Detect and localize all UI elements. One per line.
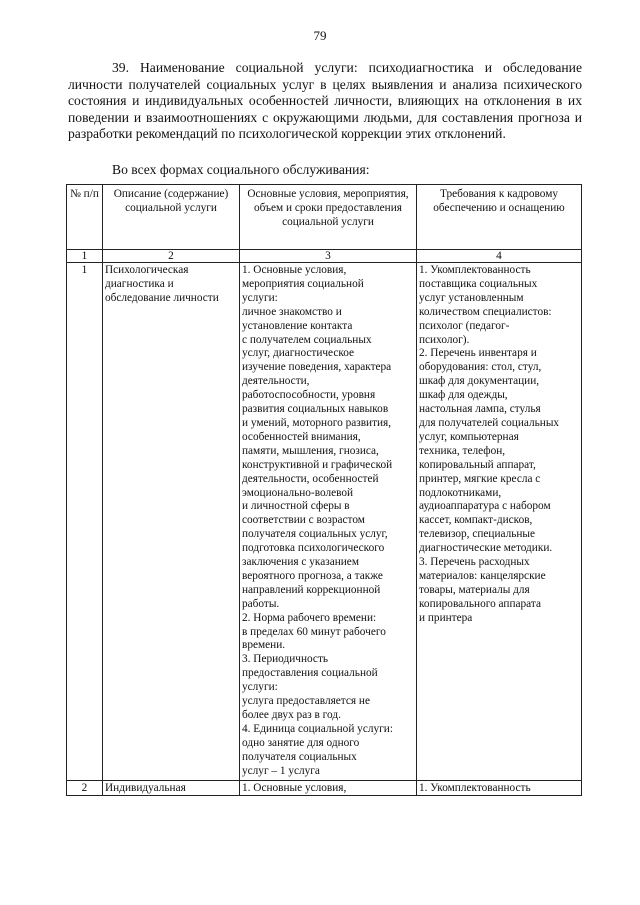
text-line: мероприятия социальной xyxy=(242,277,364,290)
text-line: психолог (педагог- xyxy=(419,319,510,332)
text-line: 1. Укомплектованность xyxy=(419,264,531,276)
text-line: изучение поведения, характера xyxy=(242,361,392,374)
row-description xyxy=(103,263,240,781)
text-line: настольная лампа, стулья xyxy=(419,403,541,416)
text-line: деятельности, особенностей xyxy=(242,472,379,485)
text-line: особенностей внимания, xyxy=(242,430,361,443)
text-line: услуг установленным xyxy=(419,291,524,304)
text-line: копировального аппарата xyxy=(419,597,541,610)
text-line: подготовка психологического xyxy=(242,542,385,555)
text-line: психолог). xyxy=(419,333,470,346)
row-number: 1 xyxy=(67,263,103,781)
text-line: 2. Норма рабочего времени: xyxy=(242,611,377,624)
text-line: 2. Перечень инвентаря и xyxy=(419,347,537,360)
table-row xyxy=(67,263,582,781)
page-number: 79 xyxy=(313,28,327,43)
row-conditions xyxy=(240,263,417,781)
text-line: работоспособности, уровня xyxy=(242,389,376,402)
text-line: вероятного прогноза, а также xyxy=(242,569,383,582)
text-line: предоставления социальной xyxy=(242,667,378,680)
text-line: шкаф для документации, xyxy=(419,375,540,388)
text-line: памяти, мышления, гнозиса, xyxy=(242,444,379,457)
text-line: и личностной сферы в xyxy=(242,500,350,513)
text-line: диагностические методики. xyxy=(419,542,553,555)
text-line: аудиоаппаратура с набором xyxy=(419,500,551,513)
text-line: одно занятие для одного xyxy=(242,736,360,749)
row-requirements: 1. Укомплектованность xyxy=(417,780,582,795)
text-line: подлокотниками, xyxy=(419,486,502,499)
table-header-row xyxy=(67,185,582,250)
text-line: услуга предоставляется не xyxy=(242,695,370,708)
column-number: 4 xyxy=(417,250,582,263)
text-line: услуг, компьютерная xyxy=(419,430,519,443)
text-line: более двух раз в год. xyxy=(242,709,341,721)
header-number: № п/п xyxy=(67,185,103,250)
text-line: Психологическая xyxy=(105,264,189,276)
text-line: эмоционально-волевой xyxy=(242,486,354,499)
text-line: 1. Основные условия, xyxy=(242,264,347,276)
service-heading: 39. Наименование социальной услуги: психодиагностика и обследование личности получателей социальных услуг в целях выявления и анализа психического состояния и индивидуальных особенностей личности, влияющих на отклонения в их поведении и взаимоотношениях с окружающими людьми, для составления прогноза и разработки рекомендаций по психологической коррекции этих отклонений. xyxy=(68,60,582,142)
text-line: в пределах 60 минут рабочего xyxy=(242,625,386,638)
text-line: с получателем социальных xyxy=(242,333,372,346)
text-line: услуги: xyxy=(242,291,278,304)
text-line: диагностика и xyxy=(105,277,174,290)
column-number: 3 xyxy=(240,250,417,263)
text-line: работы. xyxy=(242,597,280,610)
text-line: и умений, моторного развития, xyxy=(242,416,392,429)
text-line: направлений коррекционной xyxy=(242,583,381,596)
text-line: получателя социальных услуг, xyxy=(242,528,388,541)
text-line: для получателей социальных xyxy=(419,416,560,429)
text-line: 4. Единица социальной услуги: xyxy=(242,722,393,735)
column-number-row xyxy=(67,250,582,263)
text-line: количеством специалистов: xyxy=(419,305,552,318)
text-line: обследование личности xyxy=(105,291,219,304)
text-line: копировальный аппарат, xyxy=(419,458,536,471)
text-line: товары, материалы для xyxy=(419,583,530,596)
header-description: Описание (содержание) социальной услуги xyxy=(103,185,240,250)
column-number: 2 xyxy=(103,250,240,263)
text-line: услуг, диагностическое xyxy=(242,347,355,360)
text-line: соответствии с возрастом xyxy=(242,514,365,527)
text-line: услуги: xyxy=(242,681,278,694)
text-line: 3. Перечень расходных xyxy=(419,556,530,569)
text-line: установление контакта xyxy=(242,319,353,332)
text-line: 3. Периодичность xyxy=(242,653,329,666)
text-line: кассет, компакт-дисков, xyxy=(419,514,533,527)
header-requirements: Требования к кадровому обеспечению и оснащению xyxy=(417,185,582,250)
text-line: техника, телефон, xyxy=(419,444,506,457)
text-line: деятельности, xyxy=(242,375,310,388)
text-line: телевизор, специальные xyxy=(419,528,536,541)
text-line: и принтера xyxy=(419,611,473,624)
header-conditions: Основные условия, мероприятия, объем и сроки предоставления социальной услуги xyxy=(240,185,417,250)
text-line: развития социальных навыков xyxy=(242,403,389,416)
row-requirements xyxy=(417,263,582,781)
text-line: принтер, мягкие кресла с xyxy=(419,472,541,485)
row-number: 2 xyxy=(67,780,103,795)
text-line: оборудования: стол, стул, xyxy=(419,361,542,374)
services-table xyxy=(66,184,582,796)
text-line: конструктивной и графической xyxy=(242,458,393,471)
row-description: Индивидуальная xyxy=(103,780,240,795)
text-line: личное знакомство и xyxy=(242,305,342,318)
text-line: времени. xyxy=(242,639,286,652)
table-row xyxy=(67,780,582,795)
text-line: шкаф для одежды, xyxy=(419,389,508,402)
text-line: материалов: канцелярские xyxy=(419,569,546,582)
service-forms-line: Во всех формах социального обслуживания: xyxy=(112,162,370,177)
text-line: заключения с указанием xyxy=(242,556,359,569)
text-line: получателя социальных xyxy=(242,750,357,763)
row-conditions: 1. Основные условия, xyxy=(240,780,417,795)
text-line: поставщика социальных xyxy=(419,277,538,290)
text-line: услуг – 1 услуга xyxy=(242,764,320,777)
column-number: 1 xyxy=(67,250,103,263)
